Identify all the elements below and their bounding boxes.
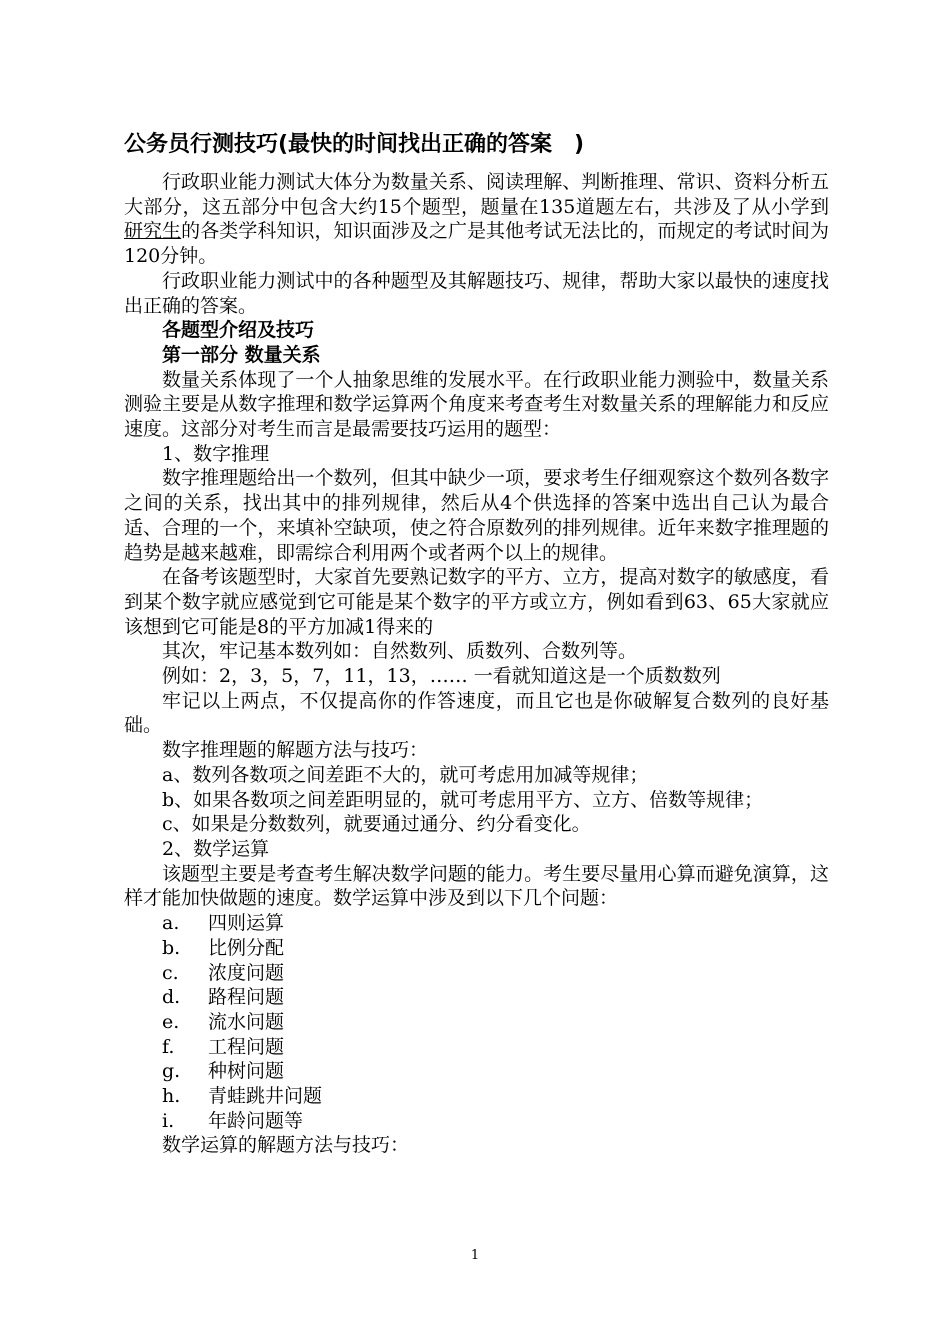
list-item-text: 青蛙跳井问题	[208, 1085, 323, 1108]
list-marker: i.	[162, 1109, 175, 1132]
page-number: 1	[470, 1248, 480, 1263]
list-marker: g.	[162, 1060, 181, 1083]
text-method-b: b、如果各数项之间差距明显的，就可考虑用平方、立方、倍数等规律；	[162, 788, 764, 811]
text-reasoning-methods: 数字推理题的解题方法与技巧：	[162, 739, 429, 762]
graduate-link[interactable]: 研究生	[124, 220, 182, 243]
list-item-text: 种树问题	[208, 1060, 285, 1083]
text-method-c: c、如果是分数数列，就要通过通分、约分看变化。	[162, 813, 591, 836]
list-item	[124, 985, 829, 1010]
list-item	[124, 1059, 829, 1084]
list-item	[124, 1010, 829, 1035]
text-basic-sequences: 其次，牢记基本数列如：自然数列、质数列、合数列等。	[162, 640, 638, 663]
list-item	[124, 936, 829, 961]
list-item	[124, 911, 829, 936]
list-item	[124, 1109, 829, 1134]
list-marker: f.	[162, 1035, 175, 1058]
list-item-text: 路程问题	[208, 986, 285, 1009]
list-marker: e.	[162, 1010, 180, 1033]
list-marker: d.	[162, 986, 181, 1009]
list-item	[124, 1035, 829, 1060]
text-operation-methods: 数学运算的解题方法与技巧：	[162, 1134, 410, 1157]
list-marker: h.	[162, 1085, 181, 1108]
intro-text-end: 的各类学科知识，知识面涉及之广是其他考试无法比的，而规定的考试时间为120分钟。	[124, 220, 829, 268]
list-marker: b.	[162, 936, 181, 959]
list-item-text: 比例分配	[208, 936, 285, 959]
intro-text-start: 行政职业能力测试大体分为数量关系、阅读理解、判断推理、常识、资料分析五大部分，这五部分中包含大约15个题型，题量在135道题左右，共涉及了从小学到	[124, 171, 829, 218]
list-item-text: 流水问题	[208, 1010, 285, 1033]
text-method-a: a、数列各数项之间差距不大的，就可考虑用加减等规律；	[162, 763, 649, 786]
list-item-text: 年龄问题等	[208, 1109, 304, 1132]
list-item-text: 浓度问题	[208, 961, 285, 984]
section-heading-part-one: 第一部分 数量关系	[162, 343, 321, 366]
list-item-text: 工程问题	[208, 1035, 285, 1058]
subsection-number-reasoning: 1、数字推理	[162, 442, 270, 465]
paragraph-preparation: 在备考该题型时，大家首先要熟记数字的平方、立方，提高对数字的敏感度，看到某个数字就应感觉到它可能是某个数字的平方或立方，例如看到63、65大家就应该想到它可能是8的平方加减1得来的	[124, 566, 829, 638]
list-item	[124, 961, 829, 986]
paragraph-number-reasoning: 数字推理题给出一个数列，但其中缺少一项，要求考生仔细观察这个数列各数字之间的关系，找出其中的排列规律，然后从4个供选择的答案中选出自己认为最合适、合理的一个，来填补空缺项，使之符合原数列的排列规律。近年来数字推理题的趋势是越来越难，即需综合利用两个或者两个以上的规律。	[124, 467, 829, 564]
problem-type-list	[124, 911, 829, 1133]
subsection-math-operation: 2、数学运算	[162, 837, 270, 860]
paragraph-remember: 牢记以上两点，不仅提高你的作答速度，而且它也是你破解复合数列的良好基础。	[124, 689, 829, 737]
document-title: 公务员行测技巧(最快的时间找出正确的答案 )	[124, 132, 585, 157]
text-prime-example: 例如：2，3，5，7，11，13，…… 一看就知道这是一个质数数列	[162, 665, 721, 688]
list-marker: c.	[162, 961, 179, 984]
paragraph-purpose: 行政职业能力测试中的各种题型及其解题技巧、规律，帮助大家以最快的速度找出正确的答案。	[124, 269, 829, 317]
list-item	[124, 1084, 829, 1109]
list-marker: a.	[162, 912, 180, 935]
document-body	[124, 130, 829, 1158]
paragraph-math-operation: 该题型主要是考查考生解决数学问题的能力。考生要尽量用心算而避免演算，这样才能加快做题的速度。数学运算中涉及到以下几个问题：	[124, 862, 829, 910]
section-heading-types: 各题型介绍及技巧	[162, 319, 315, 342]
paragraph-intro	[124, 170, 829, 269]
list-item-text: 四则运算	[208, 912, 285, 935]
paragraph-quantity-relation: 数量关系体现了一个人抽象思维的发展水平。在行政职业能力测验中，数量关系测验主要是从数字推理和数学运算两个角度来考查考生对数量关系的理解能力和反应速度。这部分对考生而言是最需要技巧运用的题型：	[124, 368, 829, 441]
